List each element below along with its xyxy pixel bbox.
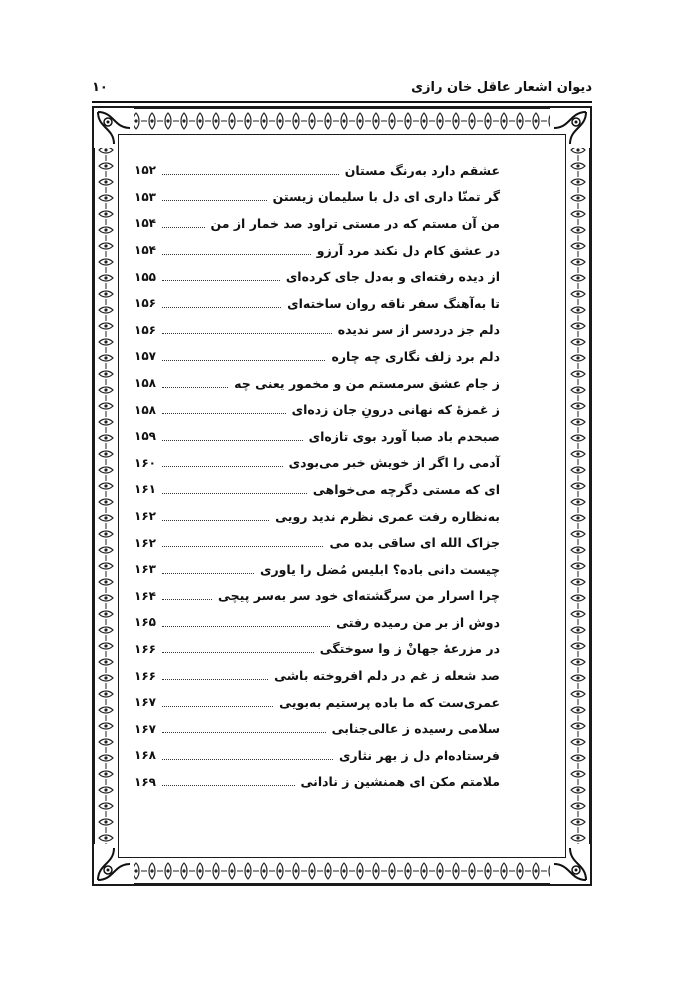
toc-entry-page: ۱۶۲ bbox=[134, 509, 156, 524]
toc-entry bbox=[134, 290, 500, 317]
dot-leader bbox=[162, 493, 307, 494]
toc-entry-page: ۱۶۲ bbox=[134, 535, 156, 550]
toc-entry-title: از دیده رفته‌ای و به‌دل جای کرده‌ای bbox=[285, 269, 500, 285]
toc-entry bbox=[134, 317, 500, 344]
running-header bbox=[92, 80, 592, 102]
toc-entry-title: به‌نظاره رفت عمری نظرم ندید رویی bbox=[275, 508, 500, 524]
toc-entry-page: ۱۵۸ bbox=[134, 376, 156, 391]
toc-entry bbox=[134, 423, 500, 450]
dot-leader bbox=[162, 360, 325, 361]
toc-entry-page: ۱۵۳ bbox=[134, 189, 156, 204]
toc-entry-title: ز جام عشق سرمستم من و مخمور یعنی چه bbox=[234, 375, 500, 391]
toc-entry-title: صبحدم باد صبا آورد بوی تازه‌ای bbox=[308, 428, 500, 444]
toc-entry bbox=[134, 715, 500, 742]
toc-entry-page: ۱۶۰ bbox=[134, 455, 156, 470]
frame-bottom-ornament bbox=[96, 860, 588, 882]
toc-entry bbox=[134, 529, 500, 556]
dot-leader bbox=[162, 520, 269, 521]
dot-leader bbox=[162, 254, 311, 255]
dot-leader bbox=[162, 307, 281, 308]
header-rule bbox=[92, 101, 592, 103]
dot-leader bbox=[162, 732, 326, 733]
dot-leader bbox=[162, 759, 333, 760]
toc-entry bbox=[134, 556, 500, 583]
toc-entry-title: عشقم دارد به‌رنگ مستان bbox=[344, 162, 500, 178]
toc-entry-title: در عشق کام دل نکند مرد آرزو bbox=[316, 242, 500, 258]
book-title: دیوان اشعار عاقل خان رازی bbox=[411, 80, 592, 95]
frame-right-ornament bbox=[568, 110, 588, 882]
dot-leader bbox=[162, 652, 314, 653]
toc-entry-title: دوش از بر من رمیده رفتی bbox=[336, 614, 500, 630]
dot-leader bbox=[162, 679, 268, 680]
dot-leader bbox=[162, 599, 212, 600]
toc-entry bbox=[134, 769, 500, 796]
toc-entry-title: دلم برد زلف نگاری چه چاره bbox=[331, 348, 500, 364]
dot-leader bbox=[162, 785, 295, 786]
dot-leader bbox=[162, 413, 286, 414]
toc-entry-page: ۱۶۶ bbox=[134, 668, 156, 683]
toc-entry-page: ۱۵۸ bbox=[134, 402, 156, 417]
dot-leader bbox=[162, 546, 323, 547]
toc-entry-title: دلم جز دردسر از سر ندیده bbox=[337, 322, 500, 338]
toc-entry-title: من آن مستم که در مستی تراود صد خمار از من bbox=[210, 215, 500, 231]
toc-entry-title: صد شعله ز غم در دلم افروخته باشی bbox=[274, 668, 500, 684]
toc-entry-page: ۱۶۸ bbox=[134, 748, 156, 763]
toc-entry-page: ۱۶۷ bbox=[134, 721, 156, 736]
dot-leader bbox=[162, 333, 332, 334]
dot-leader bbox=[162, 200, 267, 201]
toc-entry-title: چرا اسرار من سرگشته‌ای خود سر به‌سر پیچی bbox=[218, 588, 500, 604]
toc-entry-title: ز غمزهٔ که نهانی درونِ جان زده‌ای bbox=[291, 402, 500, 418]
toc-entry-page: ۱۵۶ bbox=[134, 296, 156, 311]
toc-entry bbox=[134, 503, 500, 530]
toc-entry bbox=[134, 184, 500, 211]
toc-entry-page: ۱۵۴ bbox=[134, 243, 156, 258]
toc-entry-page: ۱۵۴ bbox=[134, 216, 156, 231]
toc-entry bbox=[134, 157, 500, 184]
toc-entry-page: ۱۶۴ bbox=[134, 588, 156, 603]
toc-entry bbox=[134, 450, 500, 477]
toc-entry-page: ۱۶۳ bbox=[134, 562, 156, 577]
toc-entry-title: فرستاده‌ام دل ز بهر نثاری bbox=[338, 747, 500, 763]
toc-entry-page: ۱۶۷ bbox=[134, 695, 156, 710]
page-number: ۱۰ bbox=[92, 80, 108, 95]
toc-entry bbox=[134, 583, 500, 610]
toc-entry-page: ۱۵۲ bbox=[134, 163, 156, 178]
toc-entry-title: تا به‌آهنگ سفر ناقه روان ساخته‌ای bbox=[287, 295, 500, 311]
toc-entry bbox=[134, 237, 500, 264]
dot-leader bbox=[162, 706, 273, 707]
dot-leader bbox=[162, 387, 228, 388]
toc-entry-page: ۱۵۵ bbox=[134, 269, 156, 284]
toc-entry-title: چیست دانی باده؟ ابلیس مُضل را یاوری bbox=[259, 561, 500, 577]
toc-entry bbox=[134, 210, 500, 237]
toc-entry-title: جزاک الله ای ساقی بده می bbox=[329, 535, 500, 551]
toc-entry bbox=[134, 636, 500, 663]
toc-entry-title: گر تمنّا داری ای دل با سلیمان زیستن bbox=[272, 189, 500, 205]
toc-entry bbox=[134, 476, 500, 503]
toc-entry bbox=[134, 689, 500, 716]
toc-entry bbox=[134, 396, 500, 423]
toc-entry-page: ۱۶۵ bbox=[134, 615, 156, 630]
dot-leader bbox=[162, 227, 205, 228]
toc-entry bbox=[134, 742, 500, 769]
toc-entry-page: ۱۶۶ bbox=[134, 641, 156, 656]
toc-entry-page: ۱۵۹ bbox=[134, 429, 156, 444]
toc-entry-page: ۱۵۶ bbox=[134, 322, 156, 337]
toc-entry-page: ۱۶۹ bbox=[134, 774, 156, 789]
dot-leader bbox=[162, 280, 280, 281]
toc-entry-title: ای که مستی دگرچه می‌خواهی bbox=[312, 481, 500, 497]
dot-leader bbox=[162, 573, 254, 574]
toc-entry bbox=[134, 263, 500, 290]
toc-entry bbox=[134, 370, 500, 397]
dot-leader bbox=[162, 440, 303, 441]
toc-entry-title: در مزرعهٔ جهانْ ز وا سوختگی bbox=[319, 641, 500, 657]
table-of-contents bbox=[134, 157, 500, 795]
toc-entry-page: ۱۵۷ bbox=[134, 349, 156, 364]
toc-entry-title: ملامتم مکن ای همنشین ز نادانی bbox=[300, 774, 500, 790]
frame-top-ornament bbox=[96, 110, 588, 132]
toc-entry bbox=[134, 662, 500, 689]
toc-entry bbox=[134, 343, 500, 370]
frame-left-ornament bbox=[96, 110, 116, 882]
toc-entry-title: آدمی را اگر از خویش خبر می‌بودی bbox=[288, 455, 500, 471]
dot-leader bbox=[162, 626, 330, 627]
toc-entry-page: ۱۶۱ bbox=[134, 482, 156, 497]
toc-entry-title: عمری‌ست که ما باده پرستیم به‌بویی bbox=[279, 694, 500, 710]
toc-entry-title: سلامی رسیده ز عالی‌جنابی bbox=[331, 721, 500, 737]
dot-leader bbox=[162, 174, 339, 175]
toc-entry bbox=[134, 609, 500, 636]
dot-leader bbox=[162, 466, 283, 467]
